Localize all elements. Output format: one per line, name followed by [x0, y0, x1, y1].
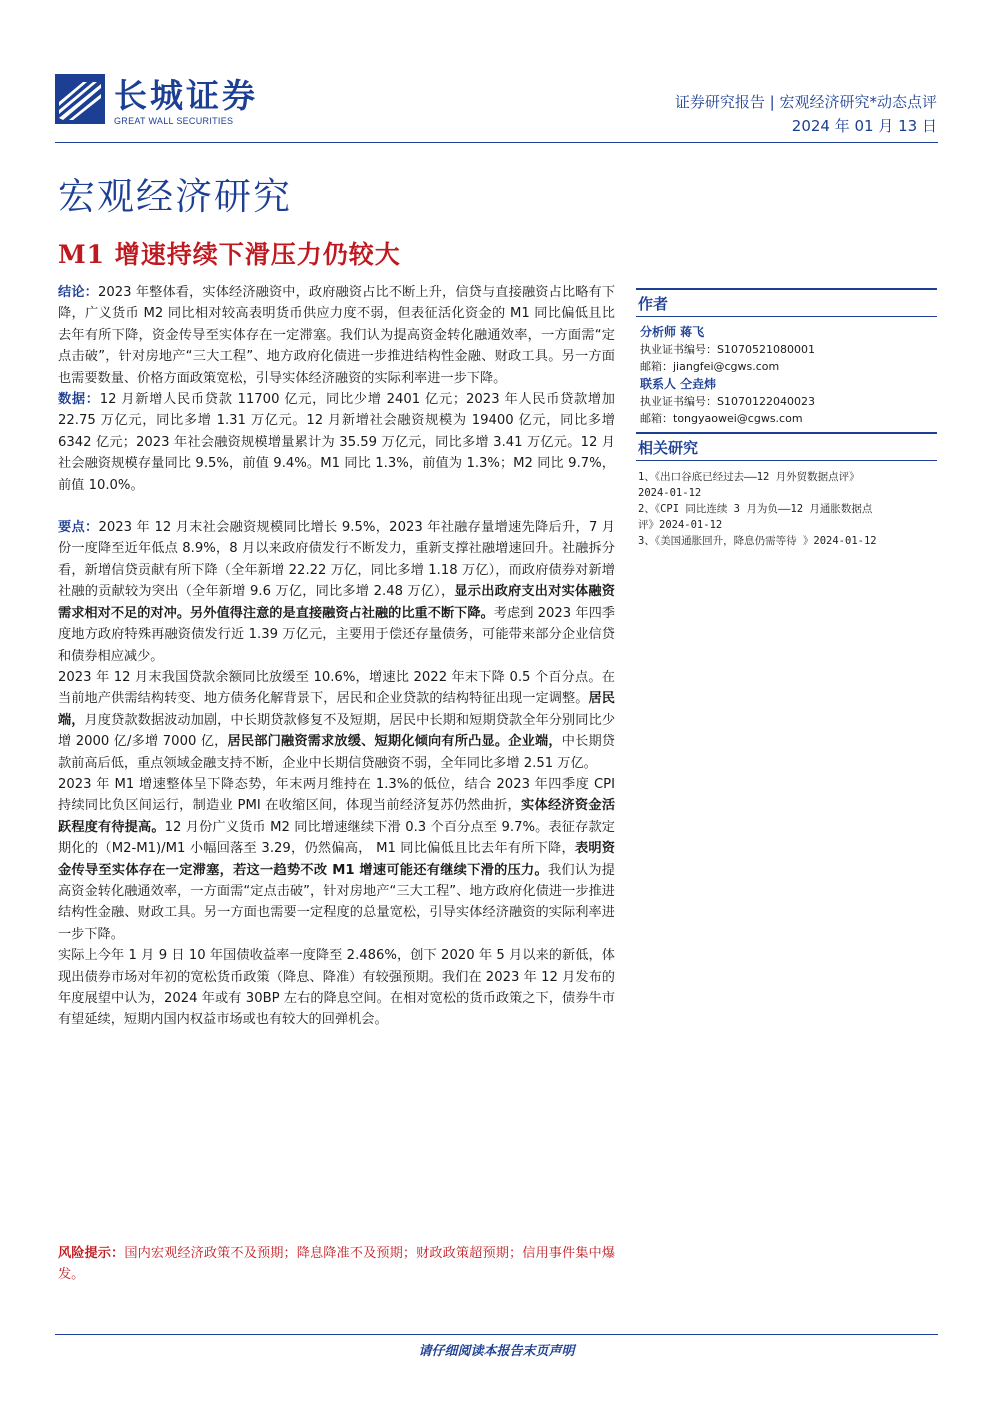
contact-name: 联系人 仝垚炜 — [640, 377, 717, 391]
data-paragraph — [58, 389, 615, 496]
report-type: 证券研究报告 | 宏观经济研究*动态点评 — [674, 93, 937, 111]
conclusion-text: 2023 年整体看，实体经济融资中，政府融资占比不断上升，信贷与直接融资占比略有下降，广义货币 M2 同比相对较高表明货币供应力度不弱，但表征活化资金的 M1 同比偏低且比去年有所下降，资金传导至实体存在一定滞塞。我们认为提高资金转化融通效率，一方面需“定点击破”，针对房地产“三大工程”、地方政府化债进一步推进结构性金融、财政工具。另一方面也需要数量、价格方面政策宽松，引导实体经济融资的实际利率进一步下降。 — [58, 285, 616, 386]
points-paragraph-3 — [58, 774, 615, 945]
related-research-box — [636, 432, 937, 549]
points-bold-text: 居民端， — [58, 691, 615, 728]
points-text: 2023 年 12 月末社会融资规模同比增长 9.5%，2023 年社融存量增速先降后升，7 月份一度降至近年低点 8.9%，8 月以来政府债发行不断发力，重新支撑社融增速回升。社融拆分看，新增信贷贡献有所下降（全年新增 22.22 万亿，同比多增 1.18 万亿），而政府债券对新增社融的贡献较为突出（全年新增 9.6 万亿，同比多增 2.48 万亿）， — [58, 520, 615, 600]
risk-note — [58, 1243, 615, 1286]
report-title: M1 增速持续下滑压力仍较大 — [58, 240, 401, 269]
points-text: 2023 年 M1 增速整体呈下降态势，年末两月维持在 1.3%的低位，结合 2023 年四季度 CPI 持续同比负区间运行，制造业 PMI 在收缩区间，体现当前经济复苏仍然曲折， — [58, 776, 615, 814]
related-list — [636, 469, 937, 549]
points-text: 我们认为提高资金转化融通效率，一方面需“定点击破”，针对房地产“三大工程”、地方政府化债进一步推进结构性金融、财政工具。另一方面也需要一定程度的总量宽松，引导实体经济融资的实际利率进一步下降。 — [58, 862, 615, 942]
risk-text: 国内宏观经济政策不及预期；降息降准不及预期；财政政策超预期；信用事件集中爆发。 — [58, 1246, 616, 1283]
related-item[interactable]: 3、《美国通胀回升，降息仍需等待 》2024-01-12 — [638, 535, 877, 547]
points-paragraph-4: 实际上今年 1 月 9 日 10 年国债收益率一度降至 2.486%，创下 2020 年 5 月以来的新低，体现出债券市场对年初的宽松货币政策（降息、降准）有较强预期。我们在 2023 年 12 月发布的年度展望中认为，2024 年或有 30BP 左右的降息空间。在相对宽松的货币政策之下，债券牛市有望延续，短期内国内权益市场或也有较大的回弹机会。 — [58, 948, 615, 1028]
contact-cert: 执业证书编号：S1070122040023 — [640, 395, 815, 408]
points-text: 12 月份广义货币 M2 同比增速继续下滑 0.3 个百分点至 9.7%。表征存款定期化的（M2-M1)/M1 小幅回落至 3.29，仍然偏高， M1 同比偏低且比去年有所下降， — [58, 819, 615, 857]
main-content — [58, 282, 615, 1031]
points-text: 2023 年 12 月末我国贷款余额同比放缓至 10.6%，增速比 2022 年末下降 0.5 个百分点。在当前地产供需结构转变、地方债务化解背景下，居民和企业贷款的结构特征出现一定调整。 — [58, 669, 615, 707]
header-divider — [55, 142, 938, 143]
points-bold-text: 实体经济资金活跃程度有待提高。 — [58, 798, 616, 835]
related-item[interactable]: 2、《CPI 同比连续 3 月为负——12 月通胀数据点 — [638, 503, 873, 515]
footer-divider — [55, 1334, 938, 1335]
risk-label: 风险提示： — [58, 1246, 125, 1261]
points-text: 中长期贷款前高后低，重点领域金融支持不断，企业中长期信贷融资不弱，全年同比多增 2.51 万亿。 — [58, 734, 615, 771]
points-bold-text: 表明资金传导至实体存在一定滞塞，若这一趋势不改 M1 增速可能还有继续下滑的压力。 — [58, 841, 615, 878]
report-meta — [675, 90, 937, 138]
authors-title: 作者 — [636, 288, 937, 317]
analyst-name: 分析师 蒋飞 — [640, 325, 705, 339]
data-text: 12 月新增人民币贷款 11700 亿元，同比少增 2401 亿元；2023 年人民币贷款增加 22.75 万亿元，同比多增 1.31 万亿元。12 月新增社会融资规模为 19400 亿元，同比多增 6342 亿元；2023 年社会融资规模增量累计为 35.59 万亿元，同比多增 3.41 万亿元。12 月社会融资规模存量同比 9.5%，前值 9.4%。M1 同比 1.3%，前值为 1.3%；M2 同比 9.7%，前值 10.0%。 — [58, 392, 615, 493]
related-item: 评》2024-01-12 — [638, 519, 723, 531]
authors-box — [636, 288, 937, 427]
analyst-cert: 执业证书编号：S1070521080001 — [640, 343, 815, 356]
related-item[interactable]: 1、《出口谷底已经过去——12 月外贸数据点评》 — [638, 471, 860, 483]
contact-email[interactable]: 邮箱：tongyaowei@cgws.com — [640, 412, 803, 425]
section-title: 宏观经济研究 — [58, 175, 292, 218]
logo-text-cn: 长城证券 — [114, 76, 258, 115]
points-paragraph-2 — [58, 667, 615, 774]
points-bold-text: 显示出政府支出对实体融资需求相对不足的对冲。另外值得注意的是直接融资占社融的比重不断下降。 — [58, 584, 615, 621]
conclusion-label: 结论： — [58, 285, 98, 300]
report-date: 2024 年 01 月 13 日 — [791, 117, 937, 135]
conclusion-paragraph — [58, 282, 615, 389]
footer-disclaimer: 请仔细阅读本报告末页声明 — [418, 1344, 575, 1359]
points-label: 要点： — [58, 520, 99, 536]
related-item: 2024-01-12 — [638, 487, 702, 499]
points-bold-text: 居民部门融资需求放缓、短期化倾向有所凸显。企业端， — [227, 734, 562, 750]
related-title: 相关研究 — [636, 432, 937, 461]
analyst-email[interactable]: 邮箱：jiangfei@cgws.com — [640, 360, 780, 373]
data-label: 数据： — [58, 392, 100, 408]
points-paragraph-1 — [58, 517, 615, 667]
company-logo-icon — [55, 74, 105, 124]
points-text: 月度贷款数据波动加剧，中长期贷款修复不及短期，居民中长期和短期贷款全年分别同比少增 2000 亿/多增 7000 亿， — [58, 712, 616, 750]
points-text: 考虑到 2023 年四季度地方政府特殊再融资债发行近 1.39 万亿元，主要用于偿还存量债务，可能带来部分企业信贷和债券相应减少。 — [58, 605, 615, 664]
logo-text-en: GREAT WALL SECURITIES — [114, 116, 234, 126]
